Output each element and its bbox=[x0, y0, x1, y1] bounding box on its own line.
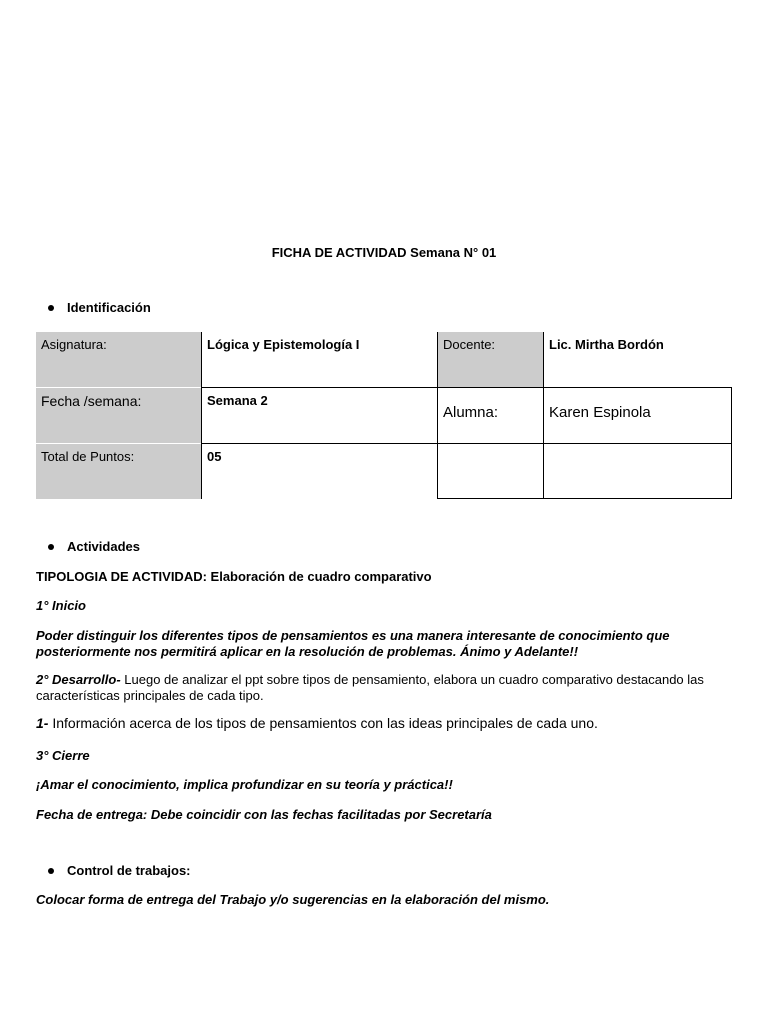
page-title: FICHA DE ACTIVIDAD Semana N° 01 bbox=[271, 245, 497, 260]
empty-cell bbox=[438, 444, 543, 499]
puntos-label: Total de Puntos: bbox=[36, 444, 201, 499]
docente-label: Docente: bbox=[438, 332, 543, 387]
table-divider bbox=[437, 332, 438, 499]
section-label: Identificación bbox=[67, 300, 151, 315]
desarrollo-paragraph bbox=[36, 672, 736, 704]
section-label: Actividades bbox=[67, 539, 140, 554]
desarrollo-text: Luego de analizar el ppt sobre tipos de pensamiento, elabora un cuadro comparativo destacando las características principales de cada tipo. bbox=[36, 672, 704, 703]
fecha-label: Fecha /semana: bbox=[36, 388, 201, 443]
alumna-value: Karen Espinola bbox=[549, 404, 651, 421]
empty-cell bbox=[544, 444, 731, 499]
bullet-icon bbox=[48, 868, 54, 874]
cierre-heading: 3° Cierre bbox=[36, 748, 90, 763]
table-divider bbox=[201, 443, 732, 444]
item-1 bbox=[36, 715, 736, 731]
docente-value: Lic. Mirtha Bordón bbox=[549, 337, 664, 352]
section-identificacion bbox=[48, 300, 151, 315]
bullet-icon bbox=[48, 305, 54, 311]
alumna-label: Alumna: bbox=[443, 404, 499, 421]
puntos-value: 05 bbox=[207, 449, 222, 464]
inicio-heading: 1° Inicio bbox=[36, 598, 86, 613]
bullet-icon bbox=[48, 544, 54, 550]
cierre-text: ¡Amar el conocimiento, implica profundizar en su teoría y práctica!! bbox=[36, 777, 453, 792]
entrega-text: Fecha de entrega: Debe coincidir con las fechas facilitadas por Secretaría bbox=[36, 807, 492, 822]
table-divider bbox=[543, 332, 544, 499]
table-divider bbox=[437, 498, 732, 499]
section-control bbox=[48, 863, 191, 878]
inicio-text: Poder distinguir los diferentes tipos de pensamientos es una manera interesante de conocimiento que posteriormente nos permitirá aplicar en la resolución de problemas. Ánimo y Adelante!! bbox=[36, 628, 670, 659]
desarrollo-heading: 2° Desarrollo- bbox=[36, 672, 121, 687]
item-text: Información acerca de los tipos de pensamientos con las ideas principales de cada uno. bbox=[48, 715, 598, 731]
table-divider bbox=[201, 387, 732, 388]
control-text: Colocar forma de entrega del Trabajo y/o sugerencias en la elaboración del mismo. bbox=[36, 892, 550, 907]
tipologia: TIPOLOGIA DE ACTIVIDAD: Elaboración de cuadro comparativo bbox=[36, 569, 432, 584]
section-label: Control de trabajos: bbox=[67, 863, 191, 878]
item-number: 1- bbox=[36, 715, 49, 731]
section-actividades bbox=[48, 539, 140, 554]
fecha-value: Semana 2 bbox=[207, 393, 268, 408]
asignatura-value: Lógica y Epistemología I bbox=[207, 337, 360, 352]
asignatura-label: Asignatura: bbox=[36, 332, 201, 387]
table-divider bbox=[201, 332, 202, 499]
